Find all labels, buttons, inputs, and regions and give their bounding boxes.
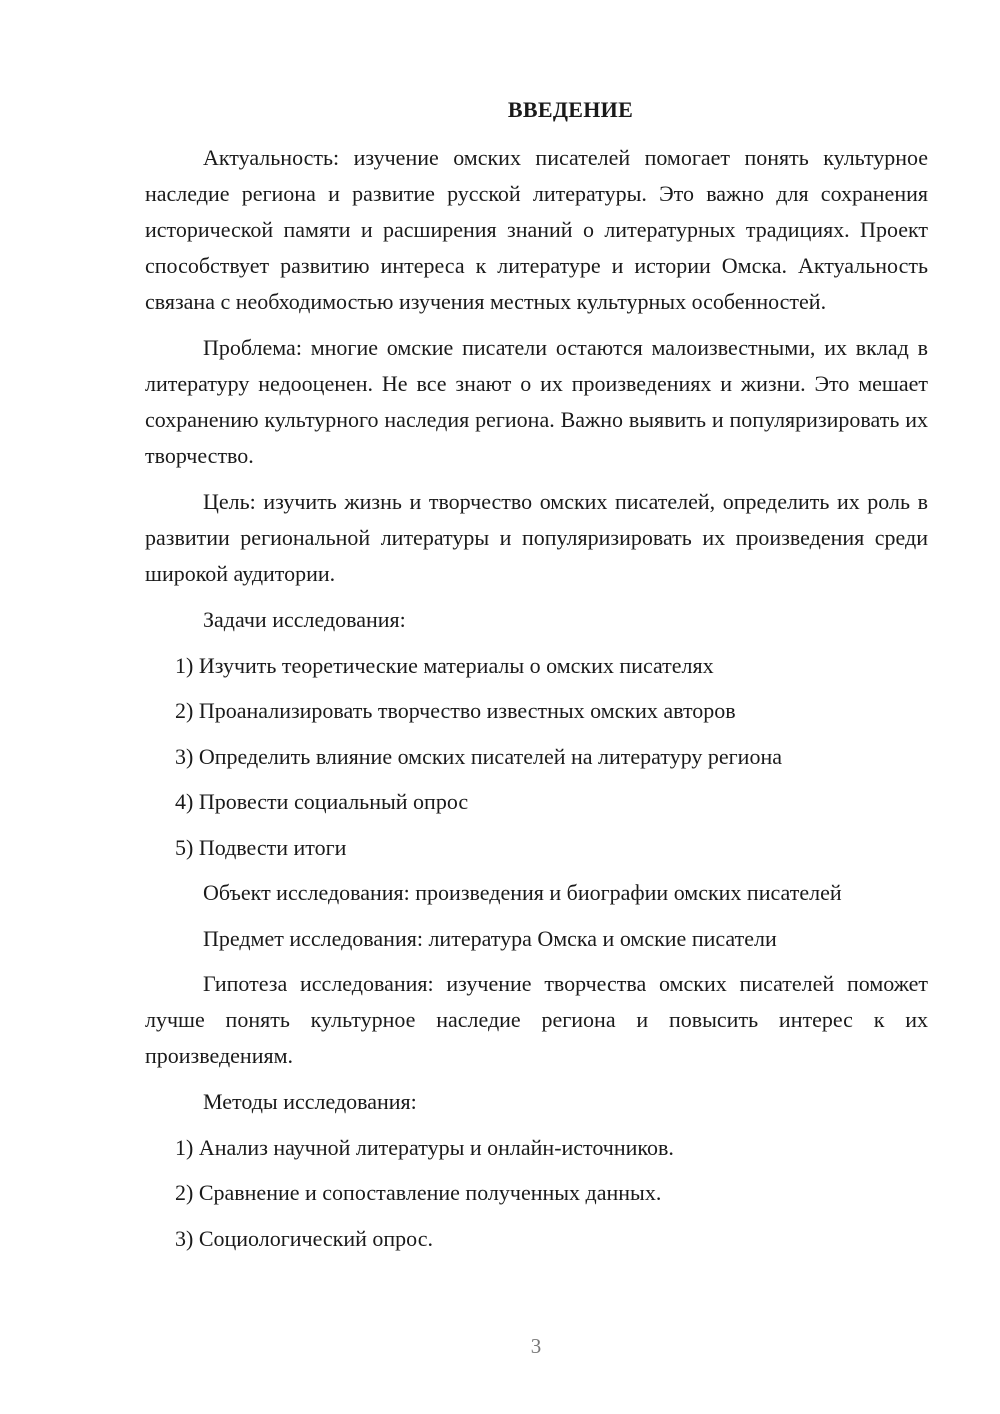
task-item: 4) Провести социальный опрос [175, 789, 469, 814]
method-item: 2) Сравнение и сопоставление полученных данных. [175, 1180, 662, 1205]
hypothesis-paragraph: Гипотеза исследования: изучение творчества омских писателей поможет лучше понять культурное наследие региона и повысить интерес к их произведениям. [145, 971, 928, 1068]
task-item: 2) Проанализировать творчество известных омских авторов [175, 698, 736, 723]
task-item: 1) Изучить теоретические материалы о омских писателях [175, 652, 714, 678]
task-item: 3) Определить влияние омских писателей на литературу региона [175, 743, 782, 769]
methods-heading: Методы исследования: [203, 1089, 417, 1114]
problem-paragraph: Проблема: многие омские писатели остаются малоизвестными, их вклад в литературу недооценен. Не все знают о их произведениях и жизни. Это мешает сохранению культурного наследия региона. Важно выявить и популяризировать их творчество. [145, 335, 928, 468]
task-item: 5) Подвести итоги [175, 834, 347, 860]
research-subject: Предмет исследования: литература Омска и омские писатели [203, 925, 777, 951]
goal-paragraph: Цель: изучить жизнь и творчество омских писателей, определить их роль в развитии региональной литературы и популяризировать их произведения среди широкой аудитории. [145, 489, 928, 586]
page-number: 3 [530, 1334, 542, 1358]
document-page [145, 92, 928, 1266]
relevance-paragraph: Актуальность: изучение омских писателей помогает понять культурное наследие региона и развитие русской литературы. Это важно для сохранения исторической памяти и расширения знаний о литературных традициях. Проект способствует развитию интереса к литературе и истории Омска. Актуальность связана с необходимостью изучения местных культурных особенностей. [145, 145, 928, 314]
section-title: ВВЕДЕНИЕ [507, 97, 634, 122]
method-item: 3) Социологический опрос. [175, 1225, 433, 1251]
tasks-heading: Задачи исследования: [203, 607, 406, 632]
method-item: 1) Анализ научной литературы и онлайн-источников. [175, 1134, 674, 1160]
research-object: Объект исследования: произведения и биографии омских писателей [203, 880, 842, 905]
